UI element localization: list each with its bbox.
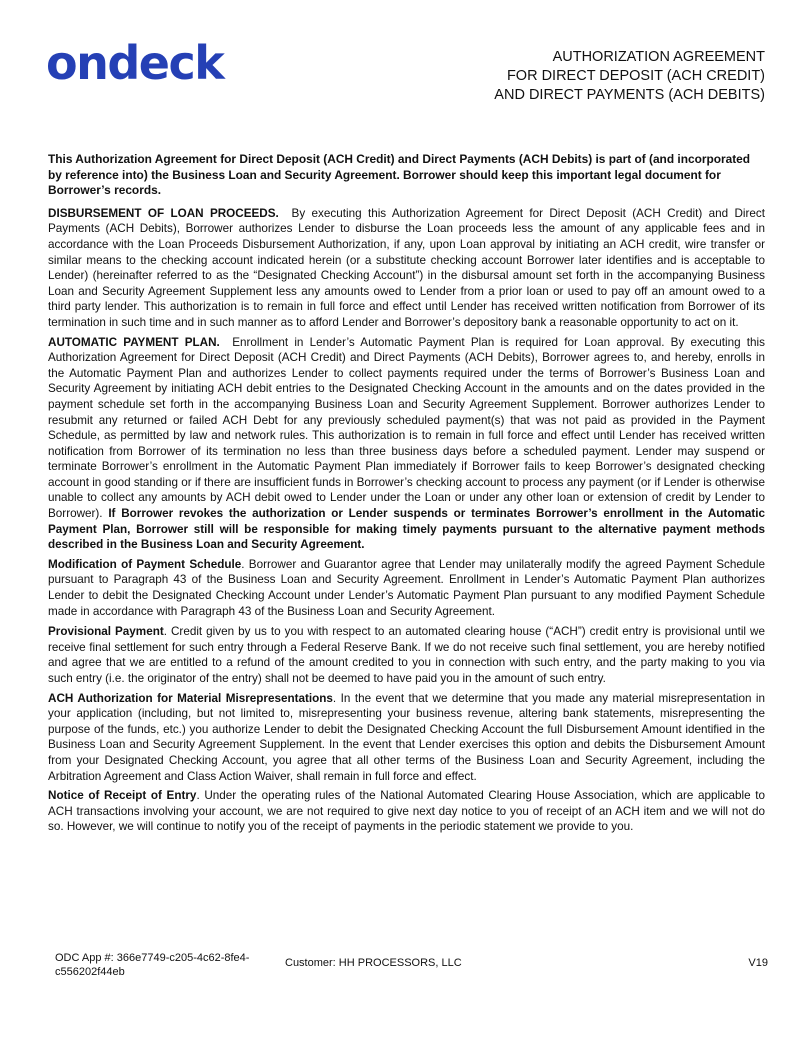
section-ach-misrepresentation	[48, 691, 765, 785]
section-heading: AUTOMATIC PAYMENT PLAN.	[48, 335, 220, 349]
version-label: V19	[748, 957, 768, 969]
section-modification	[48, 557, 765, 619]
section-heading: ACH Authorization for Material Misrepresentations	[48, 691, 333, 705]
section-body: By executing this Authorization Agreement for Direct Deposit (ACH Credit) and Direct Payments (ACH Debits), Borrower authorizes Lender to disburse the Loan proceeds less the amount of any applicable fees and in accordance with the Loan Proceeds Disbursement Authorization, if any, upon Loan approval by initiating an ACH credit, wire transfer or similar means to the checking account indicated herein (or a substitute checking account Borrower later identifies and is acceptable to Lender) (hereinafter referred to as the “Designated Checking Account”) in the disbursal amount set forth in the accompanying Business Loan and Security Agreement Supplement less any amounts owed to Lender from a prior loan or used to pay off an amount owed to a third party lender. This authorization is to remain in full force and effect until Lender has received written notification from Borrower of its termination in such time and in such manner as to afford Lender and Borrower’s depository bank a reasonable opportunity to act on it.	[48, 206, 765, 329]
section-heading: Modification of Payment Schedule	[48, 557, 242, 571]
section-bold-tail: If Borrower revokes the authorization or Lender suspends or terminates Borrower’s enrollment in the Automatic Payment Plan, Borrower still will be responsible for making timely payments pursuant to the alternative payment methods described in the Business Loan and Security Agreement.	[48, 507, 765, 552]
customer-name: Customer: HH PROCESSORS, LLC	[285, 957, 462, 969]
intro-paragraph: This Authorization Agreement for Direct Deposit (ACH Credit) and Direct Payments (ACH Debits) is part of (and incorporated by reference into) the Business Loan and Security Agreement. Borrower should keep this important legal document for Borrower’s records.	[48, 152, 751, 198]
section-heading: Notice of Receipt of Entry	[48, 789, 197, 803]
section-automatic-payment	[48, 335, 765, 553]
section-heading: DISBURSEMENT OF LOAN PROCEEDS.	[48, 206, 279, 220]
section-body: . Credit given by us to you with respect to an automated clearing house (“ACH”) credit entry is provisional until we receive final settlement for such entry through a Federal Reserve Bank. If we do not receive such final settlement, you are hereby notified and agree that we are entitled to a refund of the amount credited to you in connection with such entry, and the party making to you via such entry (i.e. the originator of the entry) shall not be deemed to have paid you in the amount of such entry.	[48, 625, 765, 685]
section-body: Enrollment in Lender’s Automatic Payment Plan is required for Loan approval. By executing this Authorization Agreement for Direct Deposit (ACH Credit) and Direct Payments (ACH Debits), Borrower agrees to, and hereby, enrolls in the Automatic Payment Plan and authorizes Lender to collect payments required under the terms of Borrower’s Business Loan and Security Agreement by initiating ACH debit entries to the Designated Checking Account in the amounts and on the dates provided in the payment schedule set forth in the accompanying Business Loan and Security Agreement Supplement. Borrower authorizes Lender to resubmit any returned or failed ACH Debt for any previously scheduled payment(s) that was not paid as provided in the Payment Schedule, as permitted by law and network rules. This authorization is to remain in full force and effect until Lender has received written notification from Borrower of its termination no less than three business days before a scheduled payment. Lender may suspend or terminate Borrower’s enrollment in the Automatic Payment Plan immediately if Borrower fails to keep Borrower’s designated checking account in good standing or if there are insufficient funds in Borrower’s checking account to process any payment (or if Lender is otherwise unable to collect any amounts by ACH debit owed to Lender under the Loan or under any other loan or extension of credit by Lender to Borrower).	[48, 335, 765, 521]
document-title	[494, 48, 765, 105]
section-heading: Provisional Payment	[48, 625, 164, 639]
section-body: . In the event that we determine that you made any material misrepresentation in your application (including, but not limited to, misrepresenting your business revenue, altering bank statements, misrepresenting the purpose of the funds, etc.) you authorize Lender to debit the Designated Checking Account the full Disbursement Amount identified in the Business Loan and Security Agreement Supplement. In the event that Lender exercises this option and debits the Disbursement Amount from your Designated Checking Account, you agree that all other terms of the Business Loan and Security Agreement, including the Arbitration Agreement and Class Action Waiver, shall remain in full force and effect.	[48, 691, 765, 783]
section-provisional	[48, 624, 765, 686]
section-disbursement	[48, 206, 765, 331]
section-notice	[48, 788, 765, 835]
agreement-body	[48, 152, 765, 839]
section-body: . Under the operating rules of the National Automated Clearing House Association, which are applicable to ACH transactions involving your account, we are not required to give next day notice to you of receipt of an ACH item and we will not do so. However, we will continue to notify you of the receipt of payments in the periodic statement we provide to you.	[48, 789, 765, 834]
title-line-1: AUTHORIZATION AGREEMENT	[552, 49, 765, 65]
title-line-3: AND DIRECT PAYMENTS (ACH DEBITS)	[494, 87, 765, 103]
ondeck-logo: ondeck	[46, 36, 224, 90]
app-number: ODC App #: 366e7749-c205-4c62-8fe4-c556202f44eb	[55, 952, 250, 978]
title-line-2: FOR DIRECT DEPOSIT (ACH CREDIT)	[506, 68, 765, 84]
section-body: . Borrower and Guarantor agree that Lender may unilaterally modify the agreed Payment Schedule pursuant to Paragraph 43 of the Business Loan and Security Agreement. Enrollment in Lender’s Automatic Payment Plan authorizes Lender to debit the Designated Checking Account under Lender’s Automatic Payment Plan pursuant to any modified Payment Schedule made in accordance with Paragraph 43 of the Business Loan and Security Agreement.	[48, 557, 765, 618]
